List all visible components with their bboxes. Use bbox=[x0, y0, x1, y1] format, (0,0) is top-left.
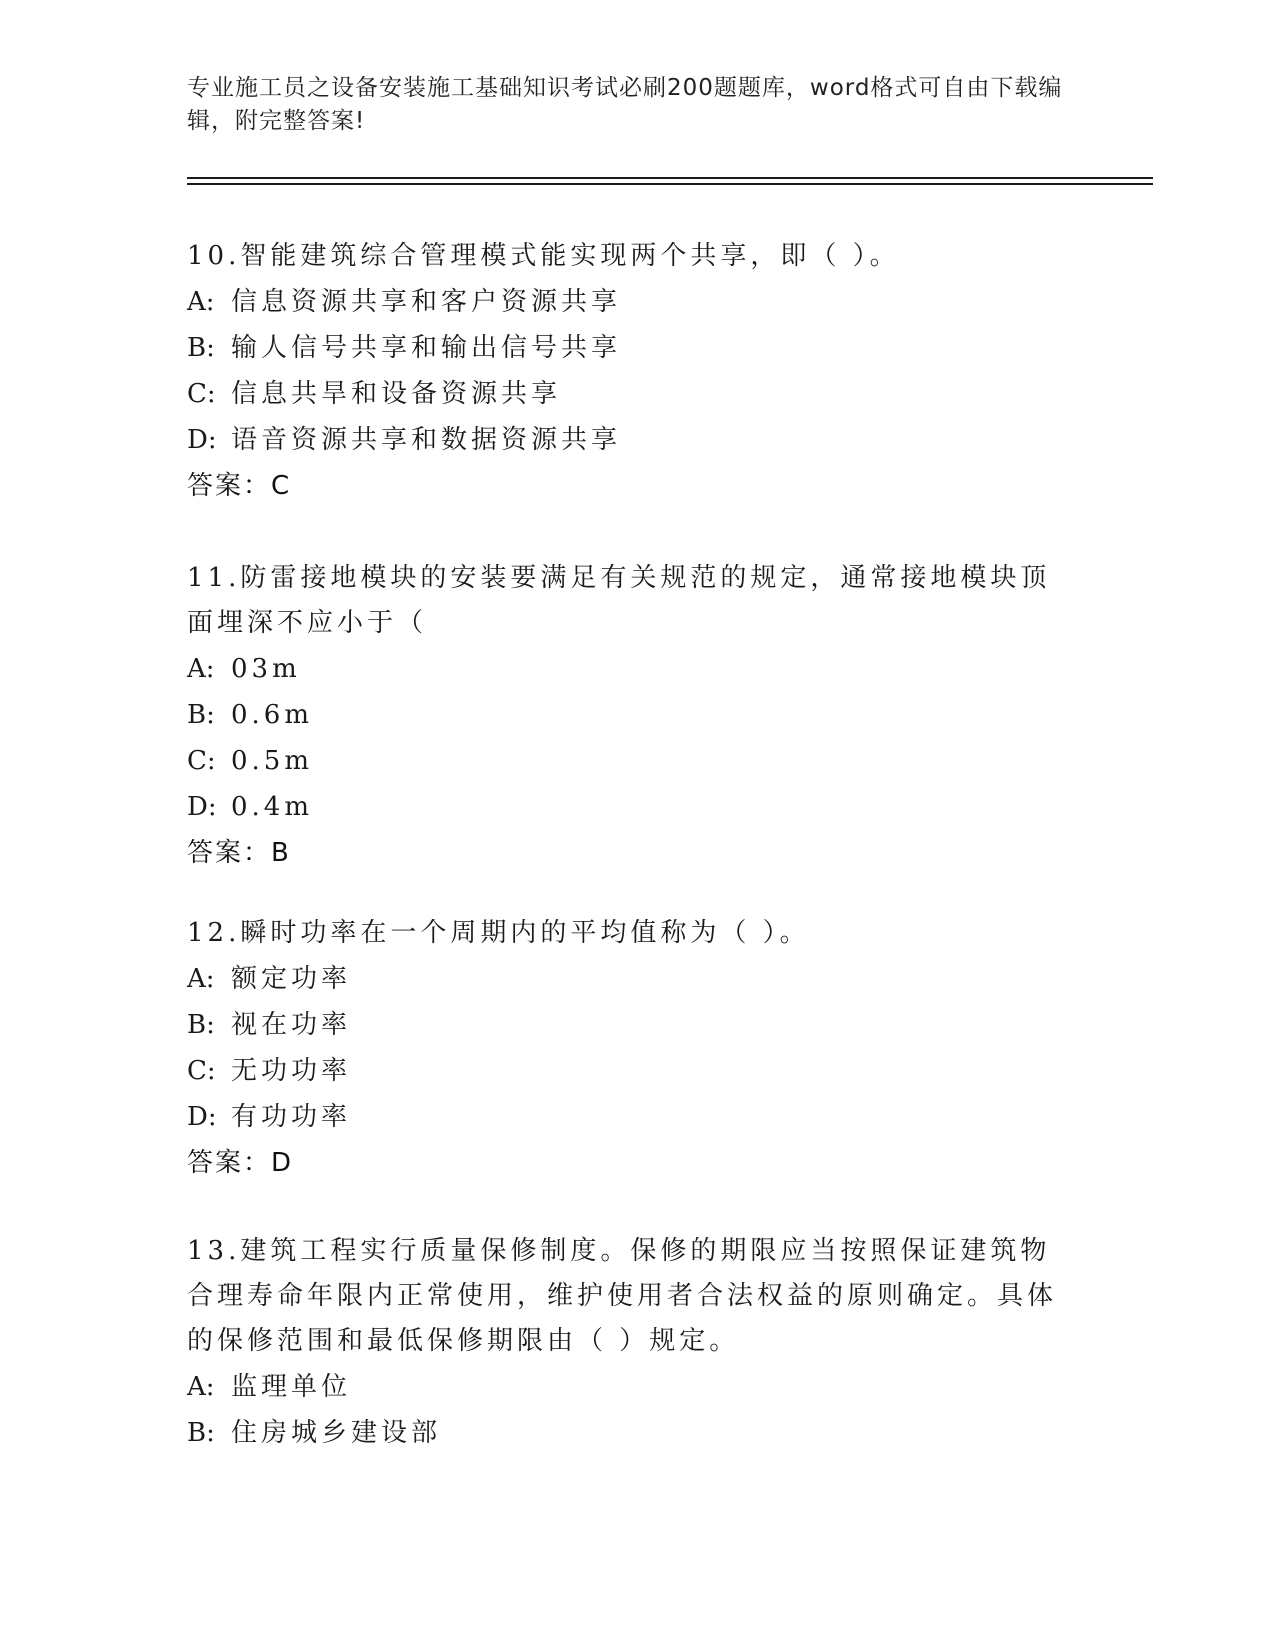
option-text: 监理单位 bbox=[231, 1372, 352, 1402]
option-b bbox=[187, 1410, 1067, 1456]
option-letter: B: bbox=[187, 700, 215, 730]
option-letter: C: bbox=[187, 1056, 216, 1086]
option-letter: A: bbox=[187, 654, 215, 684]
option-letter: A: bbox=[187, 1372, 215, 1402]
question-12 bbox=[187, 911, 1087, 1186]
option-text: 0.4m bbox=[231, 792, 314, 822]
question-stem: 12.瞬时功率在一个周期内的平均值称为（ ）。 bbox=[187, 918, 810, 948]
option-a bbox=[187, 279, 1087, 325]
option-text: 住房城乡建设部 bbox=[231, 1418, 442, 1448]
option-c bbox=[187, 1048, 1087, 1094]
option-c bbox=[187, 738, 1067, 784]
question-11 bbox=[187, 556, 1067, 876]
option-text: 语音资源共享和数据资源共享 bbox=[231, 425, 622, 455]
option-letter: A: bbox=[187, 287, 215, 317]
option-text: 输人信号共享和输出信号共享 bbox=[231, 333, 622, 363]
option-letter: D: bbox=[187, 425, 217, 455]
option-text: 0.5m bbox=[231, 746, 314, 776]
option-letter: B: bbox=[187, 333, 215, 363]
option-letter: B: bbox=[187, 1010, 215, 1040]
option-c bbox=[187, 371, 1087, 417]
question-13 bbox=[187, 1229, 1067, 1456]
question-stem: 10.智能建筑综合管理模式能实现两个共享，即（ ）。 bbox=[187, 241, 900, 271]
option-a bbox=[187, 1364, 1067, 1410]
option-a bbox=[187, 646, 1067, 692]
option-b bbox=[187, 325, 1087, 371]
option-letter: C: bbox=[187, 379, 216, 409]
option-text: 0.6m bbox=[231, 700, 314, 730]
question-stem: 13.建筑工程实行质量保修制度。保修的期限应当按照保证建筑物合理寿命年限内正常使用，维护使用者合法权益的原则确定。具体的保修范围和最低保修期限由（ ）规定。 bbox=[187, 1236, 1058, 1356]
option-letter: C: bbox=[187, 746, 216, 776]
document-header-title: 专业施工员之设备安装施工基础知识考试必刷200题题库，word格式可自由下载编辑，附完整答案! bbox=[187, 75, 1063, 134]
answer-line: 答案：C bbox=[187, 471, 292, 501]
option-letter: D: bbox=[187, 792, 217, 822]
option-letter: D: bbox=[187, 1102, 217, 1132]
option-letter: B: bbox=[187, 1418, 215, 1448]
option-text: 视在功率 bbox=[231, 1010, 352, 1040]
option-a bbox=[187, 956, 1087, 1002]
answer-line: 答案：D bbox=[187, 1148, 294, 1178]
option-b bbox=[187, 1002, 1087, 1048]
header-divider-bottom bbox=[187, 183, 1153, 185]
option-text: 无功功率 bbox=[231, 1056, 352, 1086]
option-b bbox=[187, 692, 1067, 738]
option-d bbox=[187, 417, 1087, 463]
option-text: 额定功率 bbox=[231, 964, 352, 994]
header-divider-top bbox=[187, 177, 1153, 179]
option-d bbox=[187, 1094, 1087, 1140]
question-10 bbox=[187, 234, 1087, 509]
option-letter: A: bbox=[187, 964, 215, 994]
question-stem: 11.防雷接地模块的安装要满足有关规范的规定，通常接地模块顶面埋深不应小于（ bbox=[187, 563, 1051, 638]
option-text: 信息共旱和设备资源共享 bbox=[231, 379, 562, 409]
option-d bbox=[187, 784, 1067, 830]
option-text: 03m bbox=[231, 654, 301, 684]
option-text: 信息资源共享和客户资源共享 bbox=[231, 287, 622, 317]
answer-line: 答案：B bbox=[187, 838, 291, 868]
option-text: 有功功率 bbox=[231, 1102, 352, 1132]
